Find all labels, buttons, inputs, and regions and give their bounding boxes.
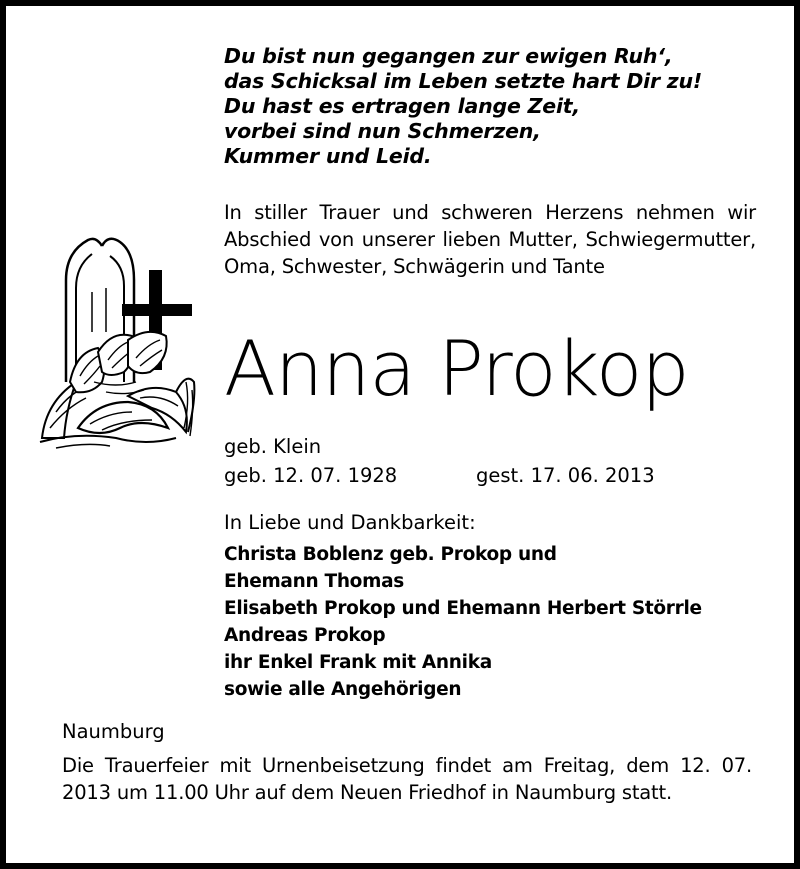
place: Naumburg bbox=[62, 720, 165, 743]
church-window-cross-lilies-icon bbox=[36, 232, 206, 462]
poem-line: Du hast es ertragen lange Zeit, bbox=[224, 94, 580, 118]
mourner-line: Elisabeth Prokop und Ehemann Herbert Störrle bbox=[224, 598, 702, 619]
mourner-line: Christa Boblenz geb. Prokop und bbox=[224, 544, 557, 565]
service-notice: Die Trauerfeier mit Urnenbeisetzung findet am Freitag, dem 12. 07. 2013 um 11.00 Uhr auf dem Neuen Friedhof in Naumburg statt. bbox=[62, 754, 752, 804]
poem-line: Kummer und Leid. bbox=[224, 144, 432, 168]
dedication: In Liebe und Dankbarkeit: bbox=[224, 511, 476, 534]
mourner-line: Andreas Prokop bbox=[224, 625, 386, 646]
deceased-name: Anna Prokop bbox=[224, 324, 689, 413]
poem-line: Du bist nun gegangen zur ewigen Ruh‘, bbox=[224, 44, 673, 68]
memorial-poem bbox=[224, 44, 784, 169]
mourner-line: Ehemann Thomas bbox=[224, 571, 404, 592]
birth-date: geb. 12. 07. 1928 bbox=[224, 464, 398, 487]
life-dates bbox=[224, 462, 694, 489]
birth-name: geb. Klein bbox=[224, 435, 322, 458]
mourners-list bbox=[224, 541, 784, 703]
poem-line: vorbei sind nun Schmerzen, bbox=[224, 119, 541, 143]
death-date: gest. 17. 06. 2013 bbox=[476, 464, 655, 487]
mourner-line: ihr Enkel Frank mit Annika bbox=[224, 652, 492, 673]
mourner-line: sowie alle Angehörigen bbox=[224, 679, 462, 700]
poem-line: das Schicksal im Leben setzte hart Dir zu! bbox=[224, 69, 703, 93]
intro-text: In stiller Trauer und schweren Herzens nehmen wir Abschied von unserer lieben Mutter, Schwiegermutter, Oma, Schwester, Schwägerin und Tante bbox=[224, 201, 756, 278]
